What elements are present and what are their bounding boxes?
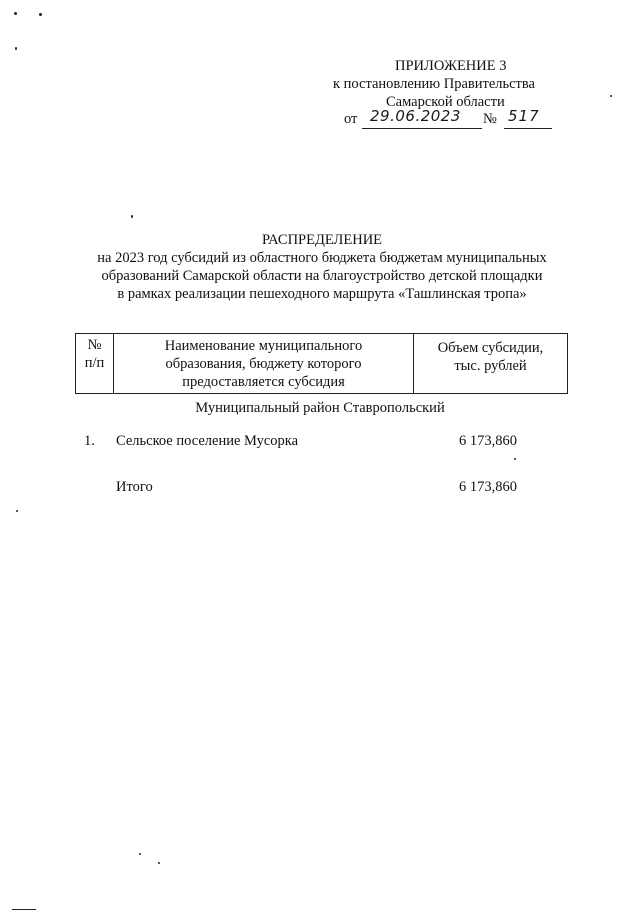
column-header-number <box>76 334 114 393</box>
header-text: образования, бюджету которого <box>165 356 362 372</box>
decree-date-number-row <box>344 107 554 130</box>
row-amount: 6 173,860 <box>459 433 517 449</box>
total-amount: 6 173,860 <box>459 479 517 495</box>
scan-edge-line <box>12 909 36 910</box>
scan-speck <box>14 12 17 15</box>
column-header-amount <box>414 334 567 393</box>
handwritten-date: 29.06.2023 <box>370 107 461 125</box>
column-header-name <box>114 334 414 393</box>
total-label: Итого <box>116 479 153 495</box>
title-line-1: на 2023 год субсидий из областного бюджета бюджетам муниципальных <box>97 250 547 266</box>
header-text: тыс. рублей <box>454 358 527 374</box>
scan-speck <box>39 13 42 16</box>
header-text: Объем субсидии, <box>437 340 544 356</box>
row-number: 1. <box>84 433 95 449</box>
scan-speck <box>16 510 18 512</box>
scan-speck <box>15 47 17 50</box>
header-text: п/п <box>84 355 105 371</box>
appendix-title: ПРИЛОЖЕНИЕ 3 <box>395 58 507 74</box>
decree-reference: к постановлению Правительства <box>333 76 535 92</box>
header-text: Наименование муниципального <box>164 338 363 354</box>
title-line-2: образований Самарской области на благоустройство детской площадки <box>101 268 543 284</box>
title-line-3: в рамках реализации пешеходного маршрута «Ташлинская тропа» <box>117 286 527 302</box>
table-header <box>75 333 568 394</box>
scan-speck <box>514 458 516 460</box>
number-field <box>504 107 552 129</box>
header-text: предоставляется субсидия <box>182 374 345 390</box>
row-municipality-name: Сельское поселение Мусорка <box>116 433 299 449</box>
date-prefix: от <box>344 111 358 127</box>
scan-speck <box>131 215 133 218</box>
scan-speck <box>158 862 160 864</box>
document-title: РАСПРЕДЕЛЕНИЕ <box>261 232 383 248</box>
number-sign: № <box>483 111 497 127</box>
scan-speck <box>610 95 612 97</box>
scan-speck <box>139 853 141 855</box>
district-heading: Муниципальный район Ставропольский <box>195 400 445 416</box>
date-field <box>362 107 482 129</box>
handwritten-number: 517 <box>508 107 540 125</box>
header-text: № <box>87 337 102 353</box>
region-name: Самарской области <box>386 94 505 110</box>
